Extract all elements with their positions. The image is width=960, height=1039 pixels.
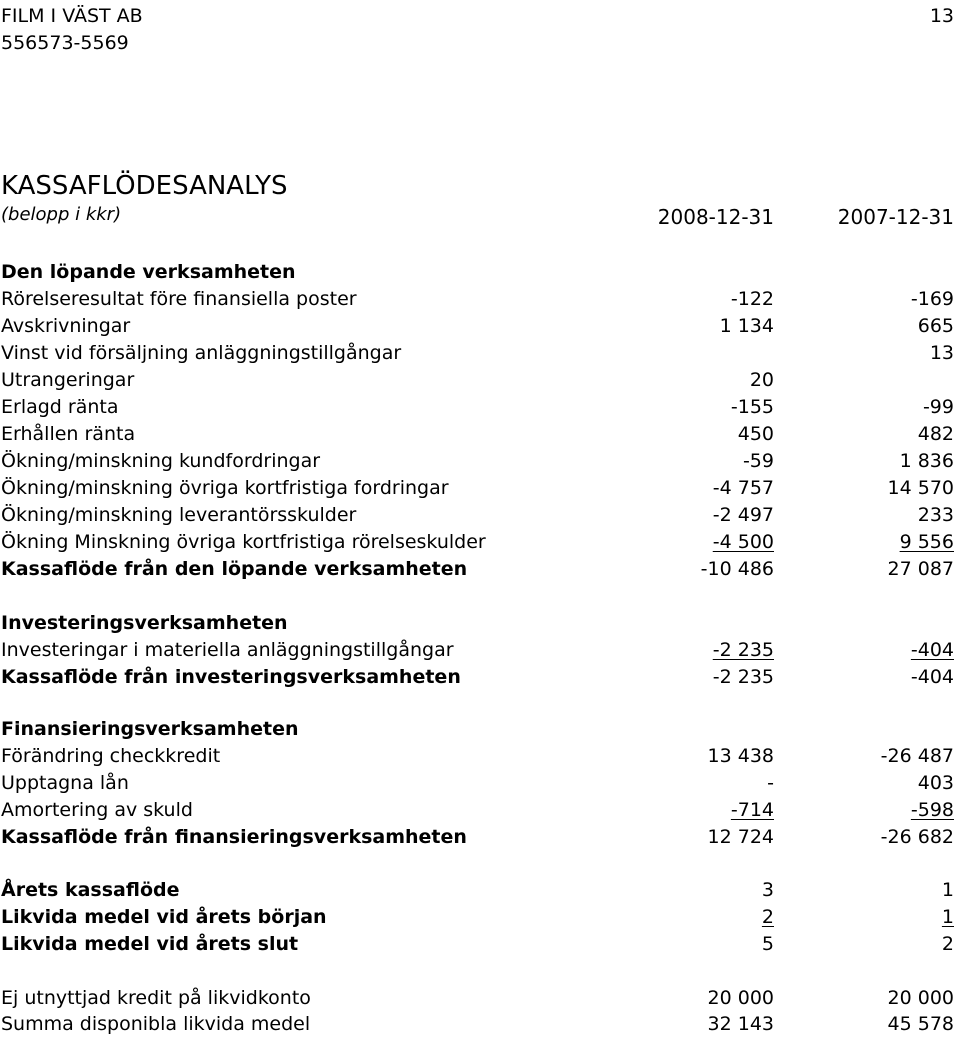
total-row-cashflow	[0, 879, 960, 905]
table-row	[0, 477, 960, 503]
value-2007: 665	[917, 315, 954, 337]
value-2008: -	[767, 772, 774, 794]
column-header-2008: 2008-12-31	[657, 205, 774, 229]
column-header-2007: 2007-12-31	[837, 205, 954, 229]
value-2008: 450	[737, 423, 774, 445]
page-number: 13	[929, 5, 954, 27]
value-2007: -99	[922, 396, 954, 418]
row-label: Investeringar i materiella anläggningstillgångar	[1, 639, 454, 661]
value-2007: 403	[917, 772, 954, 794]
value-2008: -4 757	[712, 477, 774, 499]
row-label: Rörelseresultat före finansiella poster	[1, 288, 357, 310]
row-label: Kassaflöde från investeringsverksamheten	[1, 666, 461, 688]
table-row	[0, 450, 960, 476]
value-2008: -4 500	[712, 531, 774, 553]
value-2007: 45 578	[887, 1013, 954, 1035]
value-2008: -10 486	[700, 558, 774, 580]
row-label: Erhållen ränta	[1, 423, 136, 445]
value-2007: 1 836	[899, 450, 954, 472]
table-row	[0, 799, 960, 825]
value-2007: -169	[910, 288, 954, 310]
row-label: Finansieringsverksamheten	[1, 718, 299, 740]
row-label: Likvida medel vid årets slut	[1, 933, 299, 955]
row-label: Amortering av skuld	[1, 799, 193, 821]
value-2007: 1	[941, 879, 954, 901]
row-label: Utrangeringar	[1, 369, 135, 391]
value-2007: -598	[910, 799, 954, 821]
value-2007: 27 087	[887, 558, 954, 580]
table-row	[0, 639, 960, 665]
table-row	[0, 772, 960, 798]
total-row-closing-cash	[0, 933, 960, 959]
value-2008: 20 000	[707, 987, 774, 1009]
table-row	[0, 423, 960, 449]
row-label: Investeringsverksamheten	[1, 612, 288, 634]
value-2008: -122	[730, 288, 774, 310]
row-label: Vinst vid försäljning anläggningstillgångar	[1, 342, 402, 364]
value-2007: 1	[941, 906, 954, 928]
section-heading-operating	[0, 261, 960, 287]
row-label: Kassaflöde från finansieringsverksamheten	[1, 826, 467, 848]
row-label: Erlagd ränta	[1, 396, 119, 418]
row-label: Upptagna lån	[1, 772, 129, 794]
subtotal-row-operating	[0, 558, 960, 584]
value-2008: 1 134	[719, 315, 774, 337]
value-2008: 20	[749, 369, 774, 391]
value-2008: -59	[742, 450, 774, 472]
section-heading-investing	[0, 612, 960, 638]
table-row	[0, 1013, 960, 1039]
row-label: Likvida medel vid årets början	[1, 906, 327, 928]
row-label: Summa disponibla likvida medel	[1, 1013, 311, 1035]
value-2007: 13	[929, 342, 954, 364]
org-number: 556573-5569	[1, 32, 129, 54]
value-2007: 20 000	[887, 987, 954, 1009]
value-2008: 13 438	[707, 745, 774, 767]
value-2008: 32 143	[707, 1013, 774, 1035]
row-label: Årets kassaflöde	[1, 879, 180, 901]
total-row-opening-cash	[0, 906, 960, 932]
value-2007: 9 556	[899, 531, 954, 553]
value-2008: -2 497	[712, 504, 774, 526]
row-label: Avskrivningar	[1, 315, 131, 337]
table-row	[0, 987, 960, 1013]
value-2007: -404	[910, 666, 954, 688]
value-2008: 2	[761, 906, 774, 928]
row-label: Ej utnyttjad kredit på likvidkonto	[1, 987, 311, 1009]
section-heading-financing	[0, 718, 960, 744]
value-2008: 12 724	[707, 826, 774, 848]
table-row	[0, 745, 960, 771]
table-row	[0, 504, 960, 530]
value-2008: 3	[761, 879, 774, 901]
row-label: Ökning/minskning övriga kortfristiga fordringar	[1, 477, 449, 499]
value-2008: -155	[730, 396, 774, 418]
table-row	[0, 342, 960, 368]
row-label: Förändring checkkredit	[1, 745, 221, 767]
company-name: FILM I VÄST AB	[1, 5, 143, 27]
table-row	[0, 396, 960, 422]
value-2008: -2 235	[712, 639, 774, 661]
value-2008: -714	[730, 799, 774, 821]
value-2007: 482	[917, 423, 954, 445]
value-2007: -26 682	[880, 826, 954, 848]
row-label: Den löpande verksamheten	[1, 261, 296, 283]
value-2008: -2 235	[712, 666, 774, 688]
value-2007: 233	[917, 504, 954, 526]
row-label: Ökning/minskning leverantörsskulder	[1, 504, 357, 526]
row-label: Ökning/minskning kundfordringar	[1, 450, 321, 472]
value-2007: 2	[941, 933, 954, 955]
table-row	[0, 315, 960, 341]
unit-note: (belopp i kkr)	[1, 204, 122, 225]
value-2007: 14 570	[887, 477, 954, 499]
row-label: Ökning Minskning övriga kortfristiga rörelseskulder	[1, 531, 486, 553]
subtotal-row-financing	[0, 826, 960, 852]
value-2008: 5	[761, 933, 774, 955]
value-2007: -26 487	[880, 745, 954, 767]
table-row	[0, 369, 960, 395]
report-title: KASSAFLÖDESANALYS	[1, 171, 288, 201]
value-2007: -404	[910, 639, 954, 661]
table-row	[0, 531, 960, 557]
row-label: Kassaflöde från den löpande verksamheten	[1, 558, 468, 580]
table-row	[0, 288, 960, 314]
subtotal-row-investing	[0, 666, 960, 692]
